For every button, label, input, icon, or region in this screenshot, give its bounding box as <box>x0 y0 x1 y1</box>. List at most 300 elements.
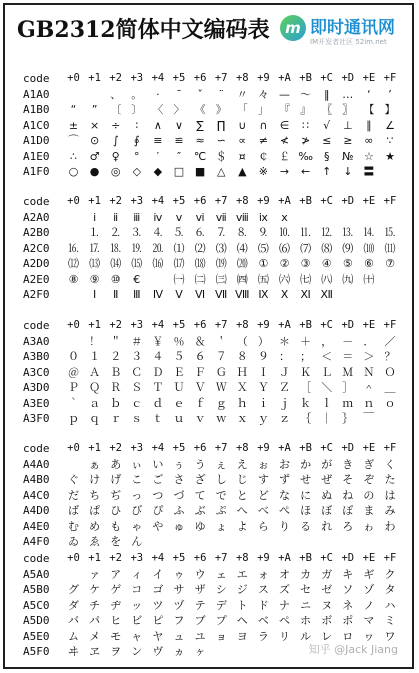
char-cell: Ⅴ <box>175 288 183 301</box>
char-cell: ± <box>68 118 79 132</box>
char-cell: ら <box>257 519 269 533</box>
header-offset: +9 <box>257 552 270 564</box>
char-cell: ⒘ <box>89 241 101 255</box>
char-cell: を <box>110 535 122 548</box>
char-cell: に <box>300 488 312 502</box>
char-cell: ソ <box>342 583 354 596</box>
header-offset: +4 <box>151 319 165 331</box>
row-code-label: A4A0 <box>23 457 50 471</box>
header-offset: +F <box>383 552 397 564</box>
char-cell: ： <box>279 350 290 363</box>
char-cell: ぼ <box>321 504 333 517</box>
char-cell: Ｚ <box>279 381 290 394</box>
row-code-label: A2A0 <box>23 210 50 224</box>
char-cell: ‰ <box>298 149 313 163</box>
row-code-label: A1B0 <box>23 103 50 116</box>
char-cell: ⅹ <box>281 210 288 224</box>
char-cell: シ <box>215 583 227 596</box>
header-offset: +9 <box>257 442 270 454</box>
char-cell: Ｗ <box>215 381 227 394</box>
char-cell: コ <box>131 583 143 596</box>
char-cell: ∈ <box>279 118 290 132</box>
char-cell: ラ <box>257 629 269 643</box>
char-cell: ユ <box>194 629 206 643</box>
char-cell: ゴ <box>152 583 164 596</box>
char-cell: ” <box>91 103 98 116</box>
char-cell: ず <box>279 473 290 486</box>
char-cell: ⒄ <box>173 257 185 270</box>
char-cell: ☆ <box>363 149 374 163</box>
char-cell: Ｌ <box>321 365 333 379</box>
char-cell: ⑤ <box>342 257 353 270</box>
char-cell: ポ <box>342 614 354 627</box>
char-cell: れ <box>321 519 333 533</box>
char-cell: ８ <box>236 350 248 363</box>
header-code-label: code <box>23 442 50 455</box>
row-code-label: A4C0 <box>23 488 50 502</box>
char-cell: ＝ <box>342 350 354 363</box>
char-cell: ム <box>68 629 79 643</box>
header-offset: +D <box>341 552 355 564</box>
header-offset: +7 <box>214 442 228 454</box>
char-cell: ヌ <box>321 598 333 612</box>
header-offset: +C <box>320 319 334 331</box>
char-cell: ｑ <box>89 412 101 425</box>
char-cell: ⅱ <box>113 210 119 224</box>
char-cell: Ｃ <box>131 365 143 379</box>
char-cell: ぃ <box>131 457 143 471</box>
char-cell: メ <box>89 629 101 643</box>
char-cell: う <box>194 457 206 471</box>
char-cell: あ <box>110 457 122 471</box>
char-cell: ぎ <box>363 457 375 471</box>
header-offset: +6 <box>193 319 207 331</box>
char-cell: ． <box>363 334 375 348</box>
char-cell: ¤ <box>238 149 246 163</box>
char-cell: べ <box>257 504 269 517</box>
char-cell: ② <box>279 257 290 270</box>
char-cell: ジ <box>236 583 248 596</box>
char-cell: ｋ <box>300 396 312 410</box>
char-cell: Ｎ <box>363 365 375 379</box>
watermark: 知乎 @Jack Jiang <box>308 643 398 656</box>
header-offset: +7 <box>214 72 228 84</box>
char-cell: Ⅻ <box>320 288 333 301</box>
char-cell: ネ <box>342 598 354 612</box>
header-offset: +9 <box>257 72 270 84</box>
header-offset: +6 <box>193 72 207 84</box>
char-cell: ぜ <box>321 473 333 486</box>
char-cell: ヲ <box>110 645 122 658</box>
char-cell: ♀ <box>111 149 120 163</box>
char-cell: ≈ <box>195 134 205 147</box>
char-cell: Ｈ <box>236 365 248 379</box>
char-cell: ≡ <box>153 134 163 147</box>
char-cell: げ <box>110 473 122 486</box>
char-cell: Ⅳ <box>152 288 163 301</box>
char-cell: Ⅰ <box>92 288 97 301</box>
char-cell: Ⅹ <box>280 288 289 301</box>
char-cell: ２ <box>110 350 122 363</box>
char-cell: ∽ <box>216 134 226 147</box>
char-cell: ｂ <box>110 396 122 410</box>
char-cell: ④ <box>321 257 332 270</box>
char-cell: い <box>152 457 164 471</box>
char-cell: ｆ <box>194 396 206 410</box>
header-offset: +A <box>278 72 291 84</box>
char-cell: ふ <box>173 504 185 517</box>
char-cell: Ⅷ <box>235 288 250 301</box>
header-offset: +4 <box>151 442 165 454</box>
char-cell: や <box>152 519 164 533</box>
char-cell: ｐ <box>68 412 79 425</box>
char-cell: … <box>342 87 354 101</box>
char-cell: ぐ <box>68 473 79 486</box>
char-cell: ト <box>236 598 248 612</box>
char-cell: ゎ <box>363 519 375 533</box>
char-cell: 〕 <box>131 103 143 116</box>
char-cell: ㈥ <box>279 272 290 286</box>
header-offset: +1 <box>88 552 101 564</box>
header-offset: +E <box>362 195 376 207</box>
char-cell: も <box>110 519 122 533</box>
char-cell: ⑹ <box>279 241 290 255</box>
char-cell: ⊙ <box>89 134 100 147</box>
char-cell: ノ <box>363 598 375 612</box>
char-cell: 《 <box>194 103 206 116</box>
char-cell: ⒋ <box>152 226 164 239</box>
char-cell: ざ <box>194 473 206 486</box>
header-offset: +2 <box>109 195 123 207</box>
char-cell: ゲ <box>110 583 122 596</box>
char-cell: Ｕ <box>173 381 185 394</box>
char-cell: ⅵ <box>195 210 205 224</box>
header-offset: +E <box>362 72 376 84</box>
char-cell: キ <box>342 567 354 581</box>
char-cell: ※ <box>258 165 268 178</box>
char-cell: ｙ <box>257 412 269 425</box>
char-cell: ＜ <box>321 350 333 363</box>
char-cell: ℃ <box>193 149 207 163</box>
header-offset: +2 <box>109 72 123 84</box>
char-cell: な <box>279 488 290 502</box>
header-offset: +6 <box>193 442 207 454</box>
char-cell: ♂ <box>89 149 100 163</box>
header-offset: +3 <box>130 72 144 84</box>
char-cell: ⌒ <box>68 134 79 147</box>
char-cell: ⒎ <box>215 226 227 239</box>
char-cell: ＿ <box>384 381 396 394</box>
char-cell: の <box>363 488 375 502</box>
char-cell: ］ <box>342 381 354 394</box>
char-cell: ⑻ <box>321 241 333 255</box>
char-cell: ス <box>257 583 269 596</box>
char-cell: ⒌ <box>173 226 185 239</box>
char-cell: ヨ <box>236 629 248 643</box>
char-cell: ヱ <box>89 645 101 658</box>
row-code-label: A2C0 <box>23 241 50 255</box>
char-cell: ぷ <box>215 504 227 517</box>
char-cell: ⑵ <box>194 241 206 255</box>
char-cell: ビ <box>131 614 143 627</box>
char-cell: ⊥ <box>343 118 353 132</box>
char-cell: そ <box>342 473 354 486</box>
char-cell: ＋ <box>300 334 312 348</box>
char-cell: Ｏ <box>384 365 396 379</box>
char-cell: ぇ <box>215 457 227 471</box>
char-cell: ≠ <box>258 134 268 147</box>
char-cell: ⒛ <box>152 241 164 255</box>
char-cell: ァ <box>89 567 101 581</box>
row-code-label: A1C0 <box>23 118 50 132</box>
char-cell: ５ <box>173 350 185 363</box>
char-cell: ° <box>134 149 140 163</box>
char-cell: ㈩ <box>363 272 375 286</box>
char-cell: ｚ <box>279 412 290 425</box>
char-cell: ズ <box>279 583 290 596</box>
char-cell: と <box>236 488 248 502</box>
char-cell: ケ <box>89 583 101 596</box>
header-offset: +D <box>341 195 355 207</box>
char-cell: ツ <box>152 598 164 612</box>
char-cell: ご <box>152 473 164 486</box>
char-cell: ⒀ <box>89 257 101 270</box>
char-cell: ベ <box>257 614 269 627</box>
char-cell: № <box>342 149 354 163</box>
char-cell: 〈 <box>152 103 164 116</box>
char-cell: ろ <box>342 519 354 533</box>
header-offset: +F <box>383 442 397 454</box>
header-offset: +B <box>299 72 312 84</box>
char-cell: － <box>342 334 354 348</box>
char-cell: ｗ <box>215 412 227 425</box>
char-cell: Ｍ <box>342 365 354 379</box>
char-cell: ｛ <box>300 412 312 425</box>
char-cell: め <box>89 519 101 533</box>
char-cell: √ <box>323 118 331 132</box>
char-cell: 〔 <box>110 103 122 116</box>
char-cell: ∏ <box>217 118 226 132</box>
char-cell: ⒔ <box>342 226 354 239</box>
char-cell: サ <box>173 583 185 596</box>
char-cell: ‖ <box>323 87 330 101</box>
header-offset: +F <box>383 195 397 207</box>
row-code-label: A1A0 <box>23 87 50 101</box>
char-cell: ⒊ <box>131 226 143 239</box>
char-cell: ㈡ <box>194 272 206 286</box>
char-cell: ゅ <box>173 519 185 533</box>
char-cell: ＆ <box>194 334 206 348</box>
row-code-label: A1D0 <box>23 134 50 147</box>
header-offset: +8 <box>235 319 249 331</box>
char-cell: モ <box>110 629 122 643</box>
char-cell: ㈣ <box>236 272 248 286</box>
char-cell: 〗 <box>342 103 354 116</box>
char-cell: Ｅ <box>173 365 185 379</box>
char-cell: ∶ <box>135 118 139 132</box>
char-cell: ｉ <box>257 396 269 410</box>
header-offset: +8 <box>235 195 249 207</box>
char-cell: ザ <box>194 583 206 596</box>
char-cell: （ <box>236 334 248 348</box>
char-cell: ⅲ <box>133 210 141 224</box>
char-cell: づ <box>173 488 185 502</box>
char-cell: ｍ <box>342 396 354 410</box>
char-cell: ｇ <box>215 396 227 410</box>
header-offset: +B <box>299 319 312 331</box>
char-cell: ィ <box>131 567 143 581</box>
char-cell: チ <box>89 598 101 612</box>
char-cell: “ <box>70 103 77 116</box>
char-cell: Ｋ <box>300 365 312 379</box>
char-cell: ａ <box>89 396 101 410</box>
char-cell: ｎ <box>363 396 375 410</box>
header-offset: +8 <box>235 552 249 564</box>
char-cell: ∝ <box>238 134 247 147</box>
char-cell: ㈧ <box>321 272 333 286</box>
char-cell: ′ <box>156 149 160 163</box>
char-cell: ニ <box>300 598 312 612</box>
char-cell: ぞ <box>363 473 375 486</box>
char-cell: ０ <box>68 350 79 363</box>
header-offset: +3 <box>130 552 144 564</box>
header-offset: +E <box>362 442 376 454</box>
char-cell: ハ <box>384 598 396 612</box>
char-cell: ブ <box>194 614 206 627</box>
char-cell: Ⅺ <box>300 288 311 301</box>
header-offset: +3 <box>130 319 144 331</box>
char-cell: Ｐ <box>68 381 79 394</box>
char-cell: ぶ <box>194 504 206 517</box>
char-cell: ダ <box>68 598 79 612</box>
char-cell: る <box>300 519 312 533</box>
char-cell: ｈ <box>236 396 248 410</box>
char-cell: ˉ <box>176 87 182 101</box>
header-offset: +1 <box>88 195 101 207</box>
header-offset: +5 <box>172 552 186 564</box>
char-cell: ヴ <box>152 645 164 658</box>
char-cell: ⒃ <box>152 257 164 270</box>
logo-name: 即时通讯网 <box>310 18 395 38</box>
document-frame <box>3 3 414 669</box>
row-code-label: A5A0 <box>23 567 50 581</box>
row-code-label: A4B0 <box>23 473 50 486</box>
char-cell: け <box>89 473 101 486</box>
header-offset: +B <box>299 195 312 207</box>
row-code-label: A3D0 <box>23 381 50 394</box>
char-cell: ヅ <box>173 598 185 612</box>
char-cell: ｖ <box>194 412 206 425</box>
char-cell: 、 <box>110 87 122 101</box>
char-cell: ∵ <box>386 134 394 147</box>
char-cell: ［ <box>300 381 312 394</box>
char-cell: ≮ <box>279 134 290 147</box>
char-cell: き <box>342 457 354 471</box>
row-code-label: A4F0 <box>23 535 50 548</box>
char-cell: § <box>323 149 330 163</box>
char-cell: ← <box>300 165 311 178</box>
char-cell: テ <box>194 598 206 612</box>
char-cell: ↑ <box>322 165 332 178</box>
header-offset: +7 <box>214 319 228 331</box>
row-code-label: A3B0 <box>23 350 50 363</box>
char-cell: ￥ <box>152 334 164 348</box>
char-cell: ヰ <box>68 645 79 658</box>
char-cell: む <box>68 519 79 533</box>
char-cell: ワ <box>384 629 396 643</box>
char-cell: ㈢ <box>215 272 227 286</box>
char-cell: ◎ <box>110 165 121 178</box>
char-cell: ヵ <box>173 645 185 658</box>
char-cell: ？ <box>384 350 396 363</box>
char-cell: わ <box>384 519 396 533</box>
char-cell: Ｇ <box>215 365 227 379</box>
char-cell: ⒁ <box>110 257 122 270</box>
row-code-label: A2D0 <box>23 257 50 270</box>
char-cell: ◇ <box>132 165 142 178</box>
logo-subtitle: IM开发者社区 52im.net <box>310 38 387 46</box>
page-title: GB2312简体中文编码表 <box>17 17 270 43</box>
header-offset: +4 <box>151 72 165 84</box>
char-cell: す <box>257 473 269 486</box>
char-cell: ∮ <box>133 134 140 147</box>
header-offset: +B <box>299 442 312 454</box>
char-cell: Ａ <box>89 365 101 379</box>
header-offset: +E <box>362 552 376 564</box>
header-offset: +1 <box>88 72 101 84</box>
char-cell: か <box>300 457 312 471</box>
char-cell: っ <box>131 488 143 502</box>
char-cell: Ｄ <box>152 365 164 379</box>
char-cell: ¨ <box>218 87 224 101</box>
header-offset: +9 <box>257 195 270 207</box>
char-cell: ∫ <box>112 134 119 147</box>
char-cell: ＼ <box>321 381 333 394</box>
char-cell: は <box>384 488 396 502</box>
char-cell: Ⅸ <box>258 288 269 301</box>
char-cell: ピ <box>152 614 164 627</box>
header-offset: +D <box>341 72 355 84</box>
char-cell: ＠ <box>68 365 79 379</box>
char-cell: さ <box>173 473 185 486</box>
char-cell: プ <box>215 614 227 627</box>
char-cell: ん <box>131 535 143 548</box>
char-cell: ⑸ <box>257 241 269 255</box>
char-cell: ｀ <box>68 396 79 410</box>
char-cell: ≌ <box>174 134 184 147</box>
char-cell: 「 <box>236 103 248 116</box>
char-cell: Ｊ <box>279 365 290 379</box>
char-cell: ∷ <box>302 118 310 132</box>
char-cell <box>84 87 105 103</box>
row-code-label: A1F0 <box>23 165 50 178</box>
char-cell: ／ <box>384 334 396 348</box>
char-cell: ∪ <box>238 118 247 132</box>
row-code-label: A5F0 <box>23 645 50 658</box>
char-cell: ぅ <box>173 457 185 471</box>
char-cell: え <box>236 457 248 471</box>
char-cell: ヮ <box>363 629 375 643</box>
char-cell: · <box>156 87 160 101</box>
char-cell: ⒆ <box>215 257 227 270</box>
char-cell: Ｂ <box>110 365 122 379</box>
char-cell: ボ <box>321 614 333 627</box>
char-cell: く <box>384 457 396 471</box>
char-cell: ③ <box>300 257 311 270</box>
char-cell: エ <box>236 567 248 581</box>
char-cell: ｄ <box>152 396 164 410</box>
char-cell: レ <box>321 629 333 643</box>
